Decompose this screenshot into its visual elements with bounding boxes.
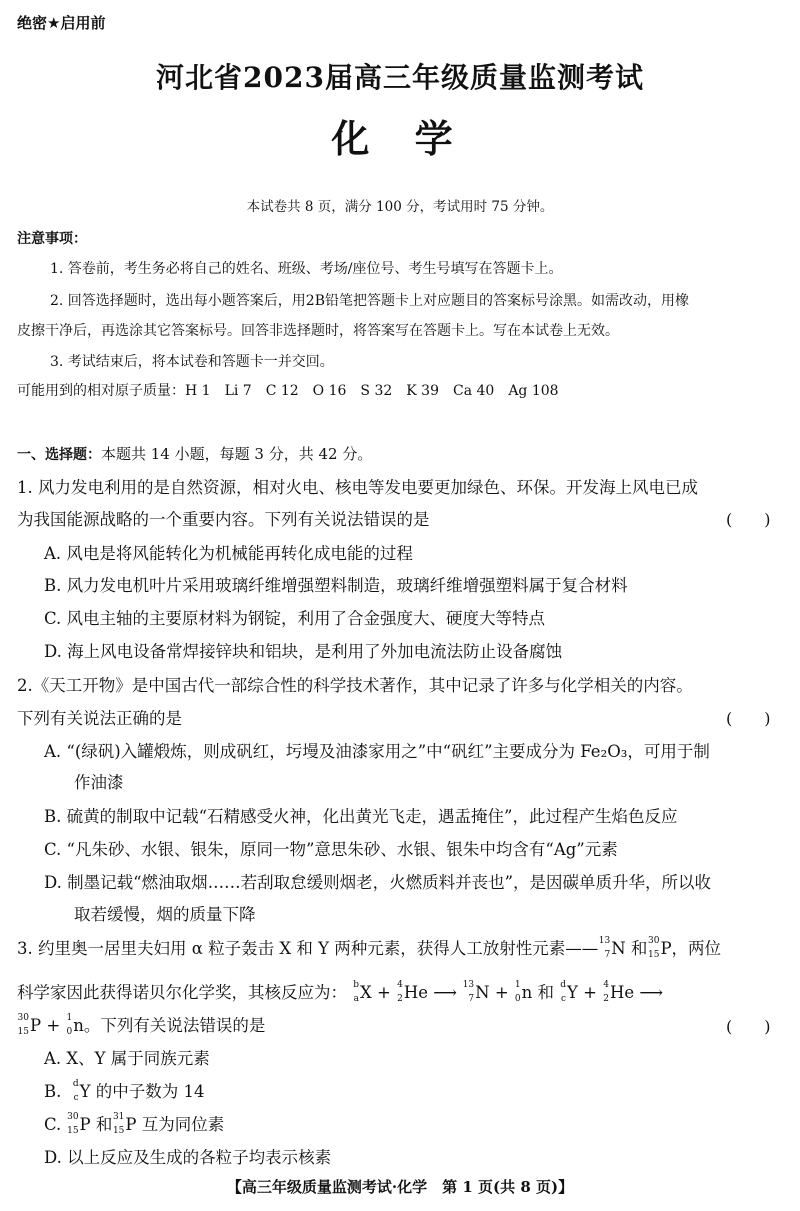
atomic-number: 0 bbox=[514, 993, 521, 1004]
q2-answer-paren: ( ) bbox=[726, 709, 771, 728]
q2-option-d-1: D. 制墨记载“燃油取烟……若刮取怠缓则烟老，火燃质料并丧也”，是因碳单质升华，所以收 bbox=[44, 873, 712, 892]
nuclide-neutron bbox=[509, 979, 521, 1004]
subject-title: 化 学 bbox=[331, 116, 469, 161]
q1-stem-1: 1. 风力发电利用的是自然资源，相对火电、核电等发电要更加绿色、环保。开发海上风电已成 bbox=[17, 478, 698, 497]
atomic-number: 7 bbox=[468, 993, 475, 1004]
q3-option-c bbox=[44, 1111, 224, 1135]
q3-option-b bbox=[44, 1078, 205, 1102]
nuclide-he bbox=[597, 979, 609, 1004]
mass-number: 30 bbox=[647, 935, 660, 946]
mass-number: 31 bbox=[112, 1111, 125, 1122]
q3-text: X + bbox=[360, 983, 391, 1002]
mass-number: 30 bbox=[17, 1012, 29, 1023]
q3-text: P 和 bbox=[79, 1115, 113, 1134]
mass-number: 30 bbox=[67, 1111, 79, 1122]
mass-number: 4 bbox=[603, 979, 609, 990]
q1-option-c: C. 风电主轴的主要原材料为钢锭，利用了合金强度大、硬度大等特点 bbox=[44, 609, 546, 628]
nuclide-p30 bbox=[67, 1111, 79, 1136]
nuclide-y bbox=[554, 979, 567, 1004]
q3-text: P，两位 bbox=[660, 939, 722, 958]
atomic-number: 15 bbox=[67, 1125, 79, 1136]
mass-number: d bbox=[72, 1078, 79, 1089]
atomic-number: 2 bbox=[397, 993, 403, 1004]
q3-text: Y 的中子数为 14 bbox=[79, 1082, 205, 1101]
section-header bbox=[17, 443, 372, 464]
mass-number: 4 bbox=[397, 979, 403, 990]
q1-answer-paren: ( ) bbox=[726, 510, 771, 529]
q1-option-a: A. 风电是将风能转化为机械能再转化成电能的过程 bbox=[44, 544, 413, 563]
confidential-label: 绝密★启用前 bbox=[17, 14, 106, 32]
q3-text: N + bbox=[475, 983, 509, 1002]
q3-text: n 和 bbox=[521, 983, 555, 1002]
atomic-number: 15 bbox=[17, 1026, 29, 1037]
q1-option-b: B. 风力发电机叶片采用玻璃纤维增强塑料制造，玻璃纤维增强塑料属于复合材料 bbox=[44, 576, 628, 595]
nuclide-y bbox=[67, 1078, 79, 1103]
note-2: 2. 回答选择题时，选出每小题答案后，用2B铅笔把答题卡上对应题目的答案标号涂黑。如需改动，用橡 bbox=[50, 293, 690, 309]
q3-text: He ⟶ bbox=[610, 983, 664, 1002]
q3-text: n。下列有关说法错误的是 bbox=[73, 1016, 266, 1035]
atomic-mass: 可能用到的相对原子质量：H 1 Li 7 C 12 O 16 S 32 K 39 Ca 40 Ag 108 bbox=[17, 383, 559, 399]
note-3: 3. 考试结束后，将本试卷和答题卡一并交回。 bbox=[50, 354, 334, 370]
mass-number: b bbox=[353, 979, 359, 990]
q3-stem-3 bbox=[17, 1012, 265, 1036]
q3-text: P 互为同位素 bbox=[125, 1115, 225, 1134]
nuclide-n13 bbox=[598, 935, 611, 960]
atomic-number: 15 bbox=[647, 949, 660, 960]
mass-number: 13 bbox=[598, 935, 611, 946]
q3-text: 科学家因此获得诺贝尔化学奖，其核反应为： bbox=[17, 983, 347, 1002]
atomic-number: 2 bbox=[603, 993, 609, 1004]
atomic-number: c bbox=[560, 993, 567, 1004]
q3-text: Y + bbox=[567, 983, 597, 1002]
exam-info: 本试卷共 8 页，满分 100 分，考试用时 75 分钟。 bbox=[246, 199, 554, 215]
mass-number: 1 bbox=[66, 1012, 73, 1023]
mass-number: 1 bbox=[514, 979, 521, 990]
mass-number: d bbox=[560, 979, 567, 990]
nuclide-p30 bbox=[647, 935, 660, 960]
nuclide-p31 bbox=[112, 1111, 125, 1136]
nuclide-neutron bbox=[60, 1012, 73, 1037]
q3-text: N 和 bbox=[611, 939, 648, 958]
mass-number: 13 bbox=[462, 979, 475, 990]
nuclide-x bbox=[347, 979, 359, 1004]
q1-option-d: D. 海上风电设备常焊接锌块和铝块，是利用了外加电流法防止设备腐蚀 bbox=[44, 642, 563, 661]
section-desc: 本题共 14 小题，每题 3 分，共 42 分。 bbox=[101, 445, 373, 463]
note-1: 1. 答卷前，考生务必将自己的姓名、班级、考场/座位号、考生号填写在答题卡上。 bbox=[50, 261, 563, 277]
exam-title: 河北省2023届高三年级质量监测考试 bbox=[156, 61, 644, 94]
notes-heading: 注意事项： bbox=[17, 231, 87, 247]
q3-answer-paren: ( ) bbox=[726, 1017, 771, 1036]
q3-text: P + bbox=[30, 1016, 61, 1035]
q2-option-a-2: 作油漆 bbox=[74, 773, 124, 792]
atomic-number: 7 bbox=[604, 949, 611, 960]
q3-text: He ⟶ bbox=[403, 983, 457, 1002]
q2-option-a-1: A. “(绿矾)入罐煅炼，则成矾红，圬墁及油漆家用之”中“矾红”主要成分为 Fe₂O₃，可用于制 bbox=[44, 742, 710, 761]
q3-option-a: A. X、Y 属于同族元素 bbox=[44, 1049, 210, 1068]
q3-stem-1 bbox=[17, 935, 721, 959]
q2-stem-1: 2.《天工开物》是中国古代一部综合性的科学技术著作，其中记录了许多与化学相关的内容。 bbox=[17, 676, 693, 695]
nuclide-he bbox=[391, 979, 403, 1004]
q2-option-d-2: 取若缓慢，烟的质量下降 bbox=[74, 905, 256, 924]
q2-stem-2: 下列有关说法正确的是 bbox=[17, 709, 182, 728]
q3-text: 3. 约里奥一居里夫妇用 α 粒子轰击 X 和 Y 两种元素，获得人工放射性元素—— bbox=[17, 939, 599, 958]
atomic-number: a bbox=[353, 993, 359, 1004]
page-footer: 【高三年级质量监测考试·化学 第 1 页(共 8 页)】 bbox=[226, 1178, 574, 1196]
atomic-number: c bbox=[73, 1092, 79, 1103]
q3-stem-2 bbox=[17, 979, 663, 1003]
q2-option-c: C. “凡朱砂、水银、银朱，原同一物”意思朱砂、水银、银朱中均含有“Ag”元素 bbox=[44, 840, 618, 859]
q2-option-b: B. 硫黄的制取中记载“石精感受火神，化出黄光飞走，遇盂掩住”，此过程产生焰色反应 bbox=[44, 807, 678, 826]
note-2-cont: 皮擦干净后，再选涂其它答案标号。回答非选择题时，将答案写在答题卡上。写在本试卷上无效。 bbox=[17, 323, 619, 339]
section-title: 一、选择题： bbox=[17, 447, 101, 463]
q3-option-d: D. 以上反应及生成的各粒子均表示核素 bbox=[44, 1148, 332, 1167]
q1-stem-2: 为我国能源战略的一个重要内容。下列有关说法错误的是 bbox=[17, 510, 430, 529]
q3-text: C. bbox=[44, 1115, 62, 1134]
atomic-number: 0 bbox=[66, 1026, 73, 1037]
nuclide-n13 bbox=[462, 979, 475, 1004]
atomic-number: 15 bbox=[112, 1125, 125, 1136]
nuclide-p30 bbox=[17, 1012, 29, 1037]
q3-text: B. bbox=[44, 1082, 62, 1101]
